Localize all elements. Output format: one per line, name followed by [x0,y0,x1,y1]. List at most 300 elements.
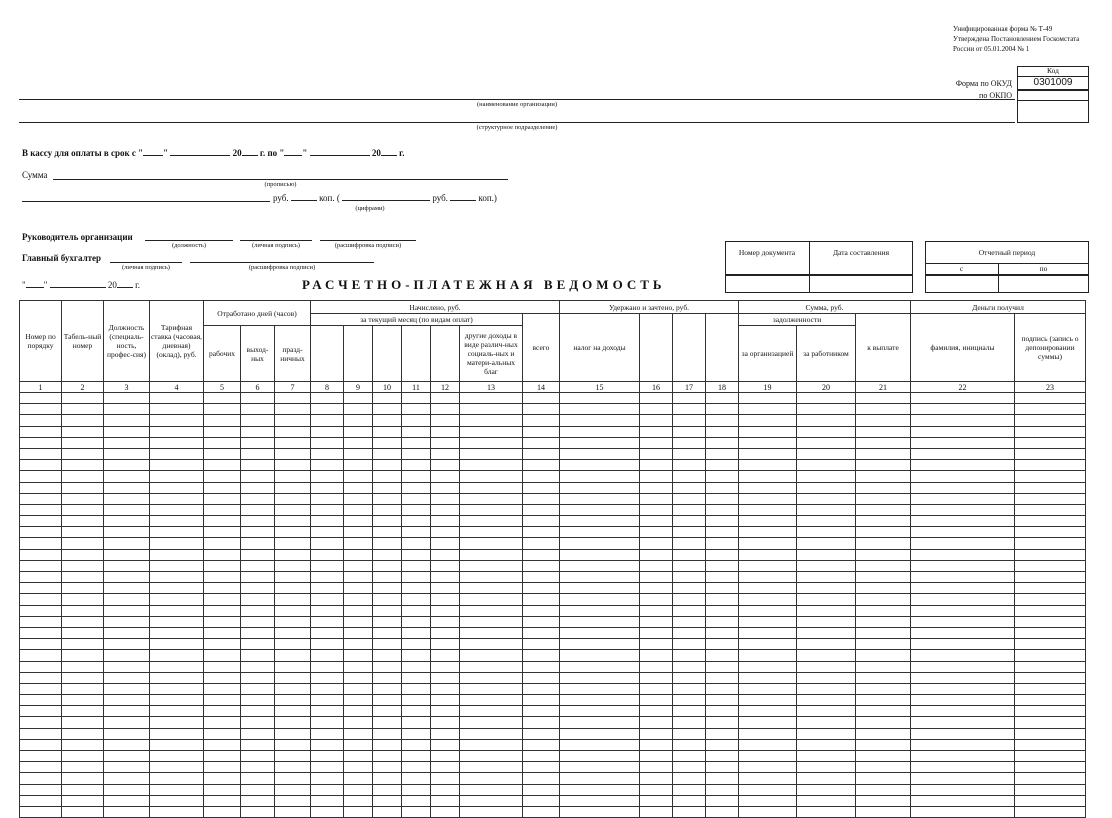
table-cell[interactable] [275,527,311,538]
table-cell[interactable] [104,393,150,404]
table-cell[interactable] [275,437,311,448]
table-cell[interactable] [104,448,150,459]
table-cell[interactable] [275,538,311,549]
table-cell[interactable] [62,795,104,806]
table-cell[interactable] [20,806,62,817]
table-cell[interactable] [560,482,640,493]
table-cell[interactable] [523,762,560,773]
table-cell[interactable] [275,616,311,627]
table-cell[interactable] [1015,683,1086,694]
table-cell[interactable] [560,728,640,739]
table-cell[interactable] [241,471,275,482]
table-cell[interactable] [344,695,373,706]
table-cell[interactable] [706,426,739,437]
table-cell[interactable] [673,639,706,650]
table-cell[interactable] [523,661,560,672]
table-cell[interactable] [275,683,311,694]
table-cell[interactable] [402,460,431,471]
table-cell[interactable] [460,426,523,437]
table-cell[interactable] [402,594,431,605]
table-cell[interactable] [20,560,62,571]
table-cell[interactable] [150,448,204,459]
table-cell[interactable] [856,448,911,459]
table-cell[interactable] [344,426,373,437]
table-cell[interactable] [275,672,311,683]
table-cell[interactable] [560,504,640,515]
table-cell[interactable] [460,695,523,706]
table-cell[interactable] [373,504,402,515]
table-cell[interactable] [523,639,560,650]
table-cell[interactable] [344,516,373,527]
table-cell[interactable] [523,695,560,706]
table-cell[interactable] [344,728,373,739]
table-cell[interactable] [523,594,560,605]
table-cell[interactable] [560,471,640,482]
table-cell[interactable] [797,639,856,650]
table-cell[interactable] [911,762,1015,773]
table-cell[interactable] [1015,672,1086,683]
table-cell[interactable] [373,762,402,773]
table-cell[interactable] [911,795,1015,806]
table-cell[interactable] [204,471,241,482]
table-cell[interactable] [275,448,311,459]
table-cell[interactable] [62,516,104,527]
table-cell[interactable] [797,717,856,728]
table-cell[interactable] [640,493,673,504]
table-cell[interactable] [204,594,241,605]
table-cell[interactable] [275,806,311,817]
table-cell[interactable] [460,471,523,482]
table-cell[interactable] [431,572,460,583]
table-cell[interactable] [62,426,104,437]
table-cell[interactable] [150,683,204,694]
table-cell[interactable] [275,639,311,650]
table-cell[interactable] [204,426,241,437]
table-cell[interactable] [856,672,911,683]
table-cell[interactable] [373,706,402,717]
table-cell[interactable] [344,504,373,515]
table-cell[interactable] [856,404,911,415]
table-cell[interactable] [673,627,706,638]
table-cell[interactable] [911,549,1015,560]
table-cell[interactable] [560,639,640,650]
table-cell[interactable] [373,639,402,650]
table-cell[interactable] [673,751,706,762]
table-cell[interactable] [62,460,104,471]
table-cell[interactable] [431,616,460,627]
table-cell[interactable] [241,583,275,594]
table-cell[interactable] [797,527,856,538]
table-cell[interactable] [275,549,311,560]
table-cell[interactable] [706,549,739,560]
table-cell[interactable] [311,806,344,817]
table-cell[interactable] [275,728,311,739]
table-cell[interactable] [523,672,560,683]
table-cell[interactable] [460,460,523,471]
table-cell[interactable] [673,549,706,560]
table-cell[interactable] [344,404,373,415]
table-cell[interactable] [20,482,62,493]
table-cell[interactable] [640,717,673,728]
table-cell[interactable] [560,661,640,672]
table-cell[interactable] [856,538,911,549]
table-cell[interactable] [150,437,204,448]
table-cell[interactable] [673,572,706,583]
table-cell[interactable] [640,762,673,773]
table-cell[interactable] [150,739,204,750]
table-cell[interactable] [344,527,373,538]
table-cell[interactable] [62,404,104,415]
table-cell[interactable] [373,560,402,571]
table-cell[interactable] [460,560,523,571]
table-cell[interactable] [204,717,241,728]
table-cell[interactable] [640,560,673,571]
table-cell[interactable] [431,527,460,538]
table-cell[interactable] [460,415,523,426]
table-cell[interactable] [311,605,344,616]
table-cell[interactable] [344,482,373,493]
table-cell[interactable] [856,493,911,504]
table-cell[interactable] [911,538,1015,549]
table-cell[interactable] [402,695,431,706]
table-cell[interactable] [402,762,431,773]
table-cell[interactable] [911,739,1015,750]
table-cell[interactable] [706,616,739,627]
table-cell[interactable] [797,516,856,527]
table-cell[interactable] [560,751,640,762]
table-cell[interactable] [523,393,560,404]
table-cell[interactable] [706,728,739,739]
table-cell[interactable] [150,549,204,560]
table-cell[interactable] [1015,594,1086,605]
table-cell[interactable] [739,784,797,795]
table-cell[interactable] [706,482,739,493]
table-cell[interactable] [20,549,62,560]
table-cell[interactable] [460,616,523,627]
table-cell[interactable] [560,683,640,694]
table-cell[interactable] [797,795,856,806]
table-cell[interactable] [911,560,1015,571]
table-cell[interactable] [797,650,856,661]
table-cell[interactable] [241,773,275,784]
table-cell[interactable] [673,616,706,627]
table-cell[interactable] [62,448,104,459]
table-cell[interactable] [523,437,560,448]
table-cell[interactable] [241,493,275,504]
table-cell[interactable] [523,538,560,549]
table-cell[interactable] [460,538,523,549]
table-cell[interactable] [241,605,275,616]
table-cell[interactable] [344,751,373,762]
table-cell[interactable] [673,661,706,672]
table-cell[interactable] [62,751,104,762]
table-cell[interactable] [402,605,431,616]
table-cell[interactable] [1015,784,1086,795]
table-cell[interactable] [739,762,797,773]
table-cell[interactable] [150,639,204,650]
table-cell[interactable] [523,650,560,661]
table-cell[interactable] [275,426,311,437]
table-cell[interactable] [204,762,241,773]
table-cell[interactable] [856,706,911,717]
table-cell[interactable] [62,806,104,817]
table-cell[interactable] [275,661,311,672]
table-cell[interactable] [204,527,241,538]
table-cell[interactable] [431,717,460,728]
table-cell[interactable] [460,493,523,504]
table-cell[interactable] [797,471,856,482]
table-cell[interactable] [560,616,640,627]
table-cell[interactable] [62,549,104,560]
table-cell[interactable] [911,482,1015,493]
table-cell[interactable] [311,639,344,650]
table-cell[interactable] [104,538,150,549]
table-cell[interactable] [673,482,706,493]
table-cell[interactable] [523,717,560,728]
table-cell[interactable] [204,784,241,795]
table-cell[interactable] [311,393,344,404]
table-cell[interactable] [373,404,402,415]
table-cell[interactable] [373,538,402,549]
table-cell[interactable] [640,795,673,806]
table-cell[interactable] [739,538,797,549]
table-cell[interactable] [373,460,402,471]
table-cell[interactable] [373,795,402,806]
table-cell[interactable] [460,516,523,527]
table-cell[interactable] [739,650,797,661]
table-cell[interactable] [797,672,856,683]
table-cell[interactable] [275,471,311,482]
table-cell[interactable] [402,650,431,661]
table-cell[interactable] [150,572,204,583]
table-cell[interactable] [20,415,62,426]
table-cell[interactable] [373,627,402,638]
table-cell[interactable] [1015,806,1086,817]
table-cell[interactable] [640,527,673,538]
table-cell[interactable] [856,795,911,806]
table-cell[interactable] [560,706,640,717]
table-cell[interactable] [431,549,460,560]
table-cell[interactable] [706,415,739,426]
table-cell[interactable] [104,426,150,437]
table-cell[interactable] [373,806,402,817]
table-cell[interactable] [402,426,431,437]
table-cell[interactable] [856,616,911,627]
table-cell[interactable] [523,471,560,482]
table-cell[interactable] [241,448,275,459]
table-cell[interactable] [706,627,739,638]
table-cell[interactable] [856,784,911,795]
table-cell[interactable] [344,627,373,638]
table-cell[interactable] [104,605,150,616]
table-cell[interactable] [706,795,739,806]
table-cell[interactable] [797,784,856,795]
table-cell[interactable] [560,762,640,773]
table-cell[interactable] [62,538,104,549]
table-cell[interactable] [104,762,150,773]
table-cell[interactable] [560,650,640,661]
table-cell[interactable] [241,594,275,605]
table-cell[interactable] [311,493,344,504]
table-cell[interactable] [640,661,673,672]
table-cell[interactable] [706,661,739,672]
table-cell[interactable] [241,672,275,683]
table-cell[interactable] [523,415,560,426]
table-cell[interactable] [431,672,460,683]
table-cell[interactable] [911,661,1015,672]
table-cell[interactable] [911,717,1015,728]
table-cell[interactable] [560,415,640,426]
table-cell[interactable] [431,471,460,482]
table-cell[interactable] [856,583,911,594]
table-cell[interactable] [204,751,241,762]
table-cell[interactable] [104,784,150,795]
table-cell[interactable] [797,751,856,762]
table-cell[interactable] [739,572,797,583]
table-cell[interactable] [311,482,344,493]
table-cell[interactable] [344,717,373,728]
table-cell[interactable] [560,695,640,706]
table-cell[interactable] [640,806,673,817]
table-cell[interactable] [797,605,856,616]
table-cell[interactable] [1015,695,1086,706]
table-cell[interactable] [640,594,673,605]
table-cell[interactable] [431,683,460,694]
table-cell[interactable] [311,616,344,627]
table-cell[interactable] [20,661,62,672]
table-cell[interactable] [797,560,856,571]
table-cell[interactable] [150,594,204,605]
table-cell[interactable] [911,706,1015,717]
table-cell[interactable] [856,806,911,817]
table-cell[interactable] [673,795,706,806]
table-cell[interactable] [560,393,640,404]
table-cell[interactable] [460,504,523,515]
table-cell[interactable] [150,471,204,482]
table-cell[interactable] [460,717,523,728]
table-cell[interactable] [275,762,311,773]
table-cell[interactable] [706,460,739,471]
table-cell[interactable] [344,639,373,650]
table-cell[interactable] [344,683,373,694]
table-cell[interactable] [460,605,523,616]
table-cell[interactable] [62,605,104,616]
table-cell[interactable] [344,773,373,784]
table-cell[interactable] [739,471,797,482]
table-cell[interactable] [797,549,856,560]
table-cell[interactable] [104,572,150,583]
table-cell[interactable] [911,784,1015,795]
table-cell[interactable] [373,516,402,527]
table-cell[interactable] [344,605,373,616]
table-cell[interactable] [560,717,640,728]
table-cell[interactable] [856,627,911,638]
table-cell[interactable] [241,795,275,806]
table-cell[interactable] [673,683,706,694]
table-cell[interactable] [275,572,311,583]
table-cell[interactable] [344,806,373,817]
table-cell[interactable] [523,605,560,616]
table-cell[interactable] [275,695,311,706]
table-cell[interactable] [523,616,560,627]
table-cell[interactable] [673,538,706,549]
table-cell[interactable] [241,437,275,448]
table-cell[interactable] [402,404,431,415]
table-cell[interactable] [150,616,204,627]
table-cell[interactable] [797,728,856,739]
table-cell[interactable] [739,583,797,594]
table-cell[interactable] [673,437,706,448]
table-cell[interactable] [104,695,150,706]
table-cell[interactable] [204,683,241,694]
table-cell[interactable] [739,404,797,415]
table-cell[interactable] [523,572,560,583]
table-cell[interactable] [706,437,739,448]
table-cell[interactable] [640,549,673,560]
table-cell[interactable] [344,594,373,605]
table-cell[interactable] [560,594,640,605]
table-cell[interactable] [150,650,204,661]
table-cell[interactable] [402,627,431,638]
table-cell[interactable] [275,650,311,661]
table-cell[interactable] [673,773,706,784]
table-cell[interactable] [911,437,1015,448]
table-cell[interactable] [62,639,104,650]
table-cell[interactable] [431,583,460,594]
table-cell[interactable] [62,706,104,717]
table-cell[interactable] [523,448,560,459]
table-cell[interactable] [275,560,311,571]
table-cell[interactable] [241,695,275,706]
table-cell[interactable] [431,751,460,762]
table-cell[interactable] [460,482,523,493]
table-cell[interactable] [523,683,560,694]
table-cell[interactable] [373,393,402,404]
table-cell[interactable] [523,627,560,638]
table-cell[interactable] [706,538,739,549]
table-cell[interactable] [911,448,1015,459]
table-cell[interactable] [460,672,523,683]
table-cell[interactable] [911,650,1015,661]
table-cell[interactable] [150,672,204,683]
table-cell[interactable] [373,616,402,627]
table-cell[interactable] [311,583,344,594]
table-cell[interactable] [62,393,104,404]
table-cell[interactable] [911,639,1015,650]
table-cell[interactable] [856,415,911,426]
table-cell[interactable] [1015,482,1086,493]
table-cell[interactable] [640,739,673,750]
table-cell[interactable] [1015,639,1086,650]
table-cell[interactable] [911,773,1015,784]
table-cell[interactable] [706,706,739,717]
table-cell[interactable] [204,549,241,560]
table-cell[interactable] [856,460,911,471]
table-cell[interactable] [911,572,1015,583]
table-cell[interactable] [311,504,344,515]
table-cell[interactable] [673,672,706,683]
table-cell[interactable] [104,739,150,750]
table-cell[interactable] [1015,426,1086,437]
table-cell[interactable] [241,627,275,638]
table-cell[interactable] [150,728,204,739]
table-cell[interactable] [739,393,797,404]
table-cell[interactable] [560,784,640,795]
table-cell[interactable] [311,560,344,571]
table-cell[interactable] [311,695,344,706]
table-cell[interactable] [150,706,204,717]
table-cell[interactable] [673,762,706,773]
